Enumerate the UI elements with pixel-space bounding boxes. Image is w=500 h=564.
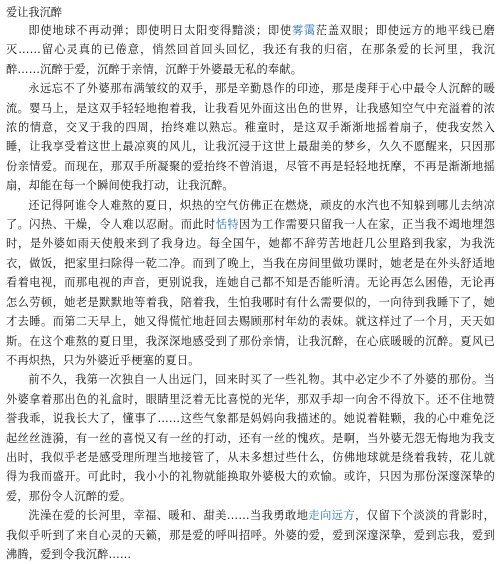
paragraph-text: 还记得阿谁令人难熬的夏日，炽热的空气仿佛正在燃烧，顽皮的水汽也不知躲到哪儿去纳凉了。闪热、干燥，令人难以忍耐。而此时	[6, 198, 495, 232]
article-body	[6, 21, 495, 564]
keyword-link[interactable]: 恬特	[215, 218, 239, 232]
keyword-link[interactable]: 走向远方	[308, 509, 356, 523]
paragraph	[6, 506, 495, 564]
article-title: 爱让我沉醉	[6, 6, 62, 19]
paragraph-text: 茫盖双眼；即使远方的地平线已磨灭……留心灵真的已倦意，悄然回首回头回忆，我还有我的归宿，在那条爱的长河里，我沉醉……沉醉于爱，沉醉于亲情，沉醉于外婆最无私的奉献。	[6, 24, 495, 76]
paragraph	[6, 79, 495, 195]
paragraph-text: ，仅留下个淡淡的背影时，我似乎听到了来自心灵的天籁，那是爱的呼叫招呼。外婆的爱，爱到深邃深挚，爱到忘我，爱到沸腾，爱到令我沉醉……	[6, 509, 495, 561]
paragraph	[6, 370, 495, 506]
paragraph-text: 前不久，我第一次独自一人出远门，回来时买了一些礼物。其中必定少不了外婆的那份。当外婆拿着那出色的礼盒时，眼睛里泛着无比喜悦的光华，那双手却一向舍不得放下。还不住地赞誉我乖，说我长大了，懂事了……这些气象都是妈妈向我描述的。她说着鞋颗，我的心中难免泛起丝丝涟漪，有一丝的喜悦又有一丝的打动，还有一丝的愧疚。是啊，当外婆无怨无悔地为我支出时，我似乎老是感受理所理当地接管了，从未多想过些什么，仿佛地球就是绕着我转，花儿就得为我而盛开。可此时，我小小的礼物就能换取外婆极大的欢愉。或许，只因为那份深邃深挚的爱，那份令人沉醉的爱。	[6, 373, 495, 503]
paragraph-text: 洗澡在爱的长河里，幸福、暖和、甜美……当我勇敢地	[28, 509, 309, 523]
paragraph-text: 即使地球不再动弹；即使明日太阳变得黯淡；即使	[28, 24, 292, 37]
paragraph	[6, 196, 495, 371]
paragraph-text: 因为工作需要只留我一人在家，正当我不竭地埋怨时，是外婆如雨天使般来到了我身边。每全国午，她都不辞劳苦地赶几公里路到我家，为我洗衣，做饭，把家里扫除得一乾二净。而到了晚上，当我在房间里做功课时，她老是在外头舒适地看着电视，而那电视的声音，更别说我，连她自己都不知是否能听清。无论再怎么困倦，无论再怎么劳顿，她老是默默地等着我，陪着我，生怕我哪时有什么需要似的，一向待到我睡下了，她才去睡。而第二天早上，她又得慌忙地赶回去赐顾那村年幼的表妹。就这样过了一个月，天天如斯。在这个难熬的夏日里，我深深地感受到了那份亲情，让我沉醉，在心底暖暖的沉醉。夏风已不再炽热，只为外婆近乎梗塞的夏日。	[6, 218, 496, 367]
paragraph	[6, 21, 495, 79]
paragraph-text: 永远忘不了外婆那布满皱纹的双手，那是辛勤恳作的印迹，那是虔拜于心中最令人沉醉的暖流。婴马上，是这双手轻轻地抱着我，让我看见外面这出色的世界，让我感知空气中充溢着的浓浓的情意，交叉于我的四周，抬终难以熟忘。稚童时，是这双手渐渐地摇着扇子，使我安然入睡，让我享受着这世上最凉爽的风儿，让我沉浸于这世上最甜美的梦乡，久久不愿醒来，只因那份亲情爱。而现在，那双手所凝聚的爱抬终不曾消退，尽管不再是轻轻地抚摩，不再是渐渐地摇扇，却能在每一个瞬间使我打动，让我沉醉。	[6, 82, 495, 193]
keyword-link[interactable]: 雾霭	[291, 24, 316, 37]
